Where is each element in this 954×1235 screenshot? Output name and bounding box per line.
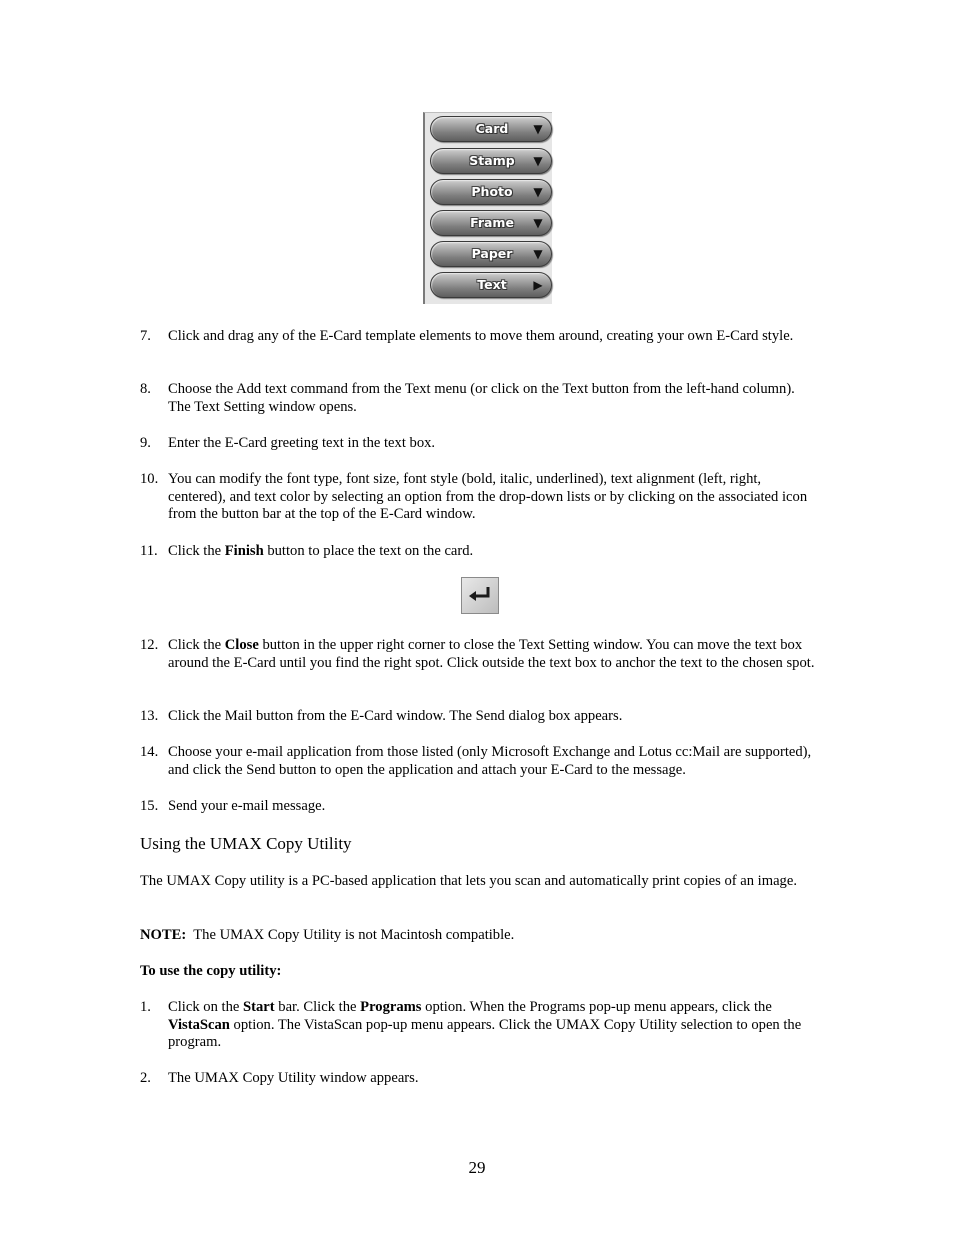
item-number: 13. [140,708,159,724]
arrow-down-icon: ▼ [533,122,543,136]
stamp-button[interactable] [430,148,552,174]
frame-button[interactable] [430,210,552,236]
item-number: 8. [140,381,151,397]
card-button[interactable] [430,116,552,142]
item-text [168,999,820,1052]
text-segment: Click on the [168,999,243,1015]
text-segment: bar. Click the [274,999,361,1015]
item-text: Send your e-mail message. [168,798,326,814]
paper-button[interactable] [430,241,552,267]
item-text: Enter the E-Card greeting text in the text box. [168,435,436,451]
item-text: Choose the Add text command from the Text menu (or click on the Text button from the left-hand column). The Text Setting window opens. [168,381,795,415]
item-number: 9. [140,435,151,451]
ecard-button-column [423,112,552,304]
page-number: 29 [468,1158,486,1177]
item-text [168,637,820,672]
subheading-text: To use the copy utility: [140,963,282,979]
vistascan-term: VistaScan [168,1016,230,1033]
item-number: 14. [140,744,159,760]
item-text: Choose your e-mail application from those listed (only Microsoft Exchange and Lotus cc:Mail are supported), and click the Send button to open the application and attach your E-Card to the message. [168,744,812,778]
arrow-down-icon: ▼ [533,154,543,168]
item-number: 15. [140,798,159,814]
paper-button-label: Paper [471,246,513,261]
subheading [140,963,820,981]
item-number: 10. [140,471,159,487]
text-button-label: Text [477,277,507,292]
arrow-down-icon: ▼ [533,185,543,199]
note-paragraph [140,927,820,945]
programs-term: Programs [360,999,422,1015]
intro-paragraph: The UMAX Copy utility is a PC-based application that lets you scan and automatically print copies of an image. [140,873,797,889]
section-heading: Using the UMAX Copy Utility [140,834,352,853]
arrow-down-icon: ▼ [533,247,543,261]
item-number: 1. [140,999,151,1015]
enter-return-icon [461,577,499,614]
arrow-down-icon: ▼ [533,216,543,230]
text-segment: option. When the Programs pop-up menu appears, click the [421,999,772,1015]
photo-button-label: Photo [471,184,513,199]
item-text: Click the Mail button from the E-Card window. The Send dialog box appears. [168,708,623,724]
start-term: Start [243,999,275,1015]
item-number: 11. [140,543,158,559]
item-text: The UMAX Copy Utility window appears. [168,1070,419,1086]
finish-term: Finish [224,543,264,559]
text-segment: Click the [168,543,225,559]
note-text: The UMAX Copy Utility is not Macintosh compatible. [186,927,515,943]
item-number: 12. [140,637,159,653]
stamp-button-label: Stamp [469,153,515,168]
arrow-right-icon: ▶ [533,278,543,292]
item-number: 2. [140,1070,151,1086]
item-number: 7. [140,328,151,344]
text-segment: button in the upper right corner to close the Text Setting window. You can move the text box around the E-Card until you find the right spot. Click outside the text box to anchor the text to the chosen spot. [168,637,815,671]
photo-button[interactable] [430,179,552,205]
item-text: Click and drag any of the E-Card template elements to move them around, creating your own E-Card style. [168,328,794,344]
text-segment: option. The VistaScan pop-up menu appears. Click the UMAX Copy Utility selection to open the program. [168,1016,802,1051]
note-label: NOTE: [140,927,187,943]
text-segment: button to place the text on the card. [263,543,474,559]
frame-button-label: Frame [470,215,514,230]
item-text [168,543,820,561]
close-term: Close [224,637,259,653]
card-button-label: Card [475,121,509,136]
text-segment: Click the [168,637,225,653]
text-button[interactable] [430,272,552,298]
item-text: You can modify the font type, font size, font style (bold, italic, underlined), text alignment (left, right, centered), and text color by selecting an option from the drop-down lists or by clicking on the associated icon from the button bar at the top of the E-Card window. [168,471,808,523]
